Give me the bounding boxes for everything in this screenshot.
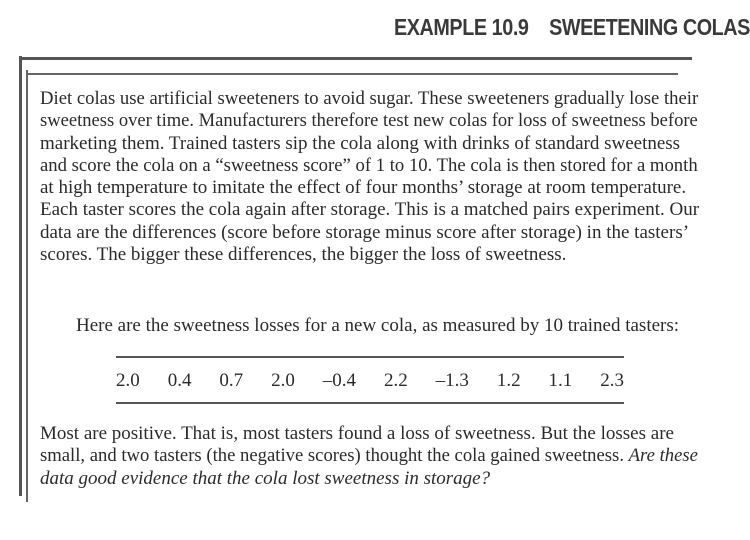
data-value: –0.4 [322, 370, 356, 391]
text-line: data are the differences (score before storage minus score after storage) in the tasters’ [40, 221, 690, 243]
text-line: and score the cola on a “sweetness score” of 1 to 10. The cola is then stored for a month [40, 154, 698, 176]
frame-border-top [22, 57, 692, 60]
example-number: EXAMPLE 10.9 [394, 14, 529, 40]
text-line: Diet colas use artificial sweeteners to avoid sugar. These sweeteners gradually lose their [40, 88, 699, 109]
text-line: scores. The bigger these differences, the bigger the loss of sweetness. [40, 244, 567, 266]
text-line: marketing them. Trained tasters sip the cola along with drinks of standard sweetness [40, 132, 681, 154]
text-line: at high temperature to imitate the effect of four months’ storage at room temperature. [40, 177, 687, 199]
data-value: 2.0 [271, 370, 295, 391]
text-line [40, 468, 700, 490]
text-fragment: small, and two tasters (the negative scores) thought the cola gained sweetness. [40, 445, 629, 467]
data-value: 2.0 [116, 370, 140, 391]
data-value: 1.2 [496, 370, 521, 391]
text-line: Each taster scores the cola again after storage. This is a matched pairs experiment. Our [40, 199, 700, 221]
intro-paragraph [40, 88, 700, 266]
table-top-rule [116, 356, 624, 358]
data-intro-paragraph [40, 315, 700, 337]
data-value: 2.2 [383, 370, 408, 391]
conclusion-paragraph [40, 423, 700, 490]
data-value: 2.3 [600, 370, 624, 391]
question-text: data good evidence that the cola lost sweetness in storage? [40, 467, 491, 489]
data-value: 0.7 [219, 370, 244, 391]
question-text: Are these [628, 445, 698, 467]
table-bottom-rule [116, 402, 624, 404]
text-line: sweetness over time. Manufacturers therefore test new colas for loss of sweetness before [40, 110, 698, 132]
data-value: 1.1 [548, 370, 573, 391]
text-line: Here are the sweetness losses for a new cola, as measured by 10 trained tasters: [76, 315, 680, 336]
text-line [40, 445, 698, 467]
data-value: 0.4 [167, 370, 192, 391]
data-value: –1.3 [435, 370, 469, 391]
example-header [394, 14, 750, 41]
example-title: SWEETENING COLAS [549, 14, 750, 40]
sweetness-loss-values [116, 370, 624, 392]
frame-border-left-inner [26, 70, 28, 502]
text-line: Most are positive. That is, most tasters found a loss of sweetness. But the losses are [40, 423, 674, 444]
frame-border-left [19, 56, 22, 496]
frame-border-top-inner [28, 73, 678, 75]
